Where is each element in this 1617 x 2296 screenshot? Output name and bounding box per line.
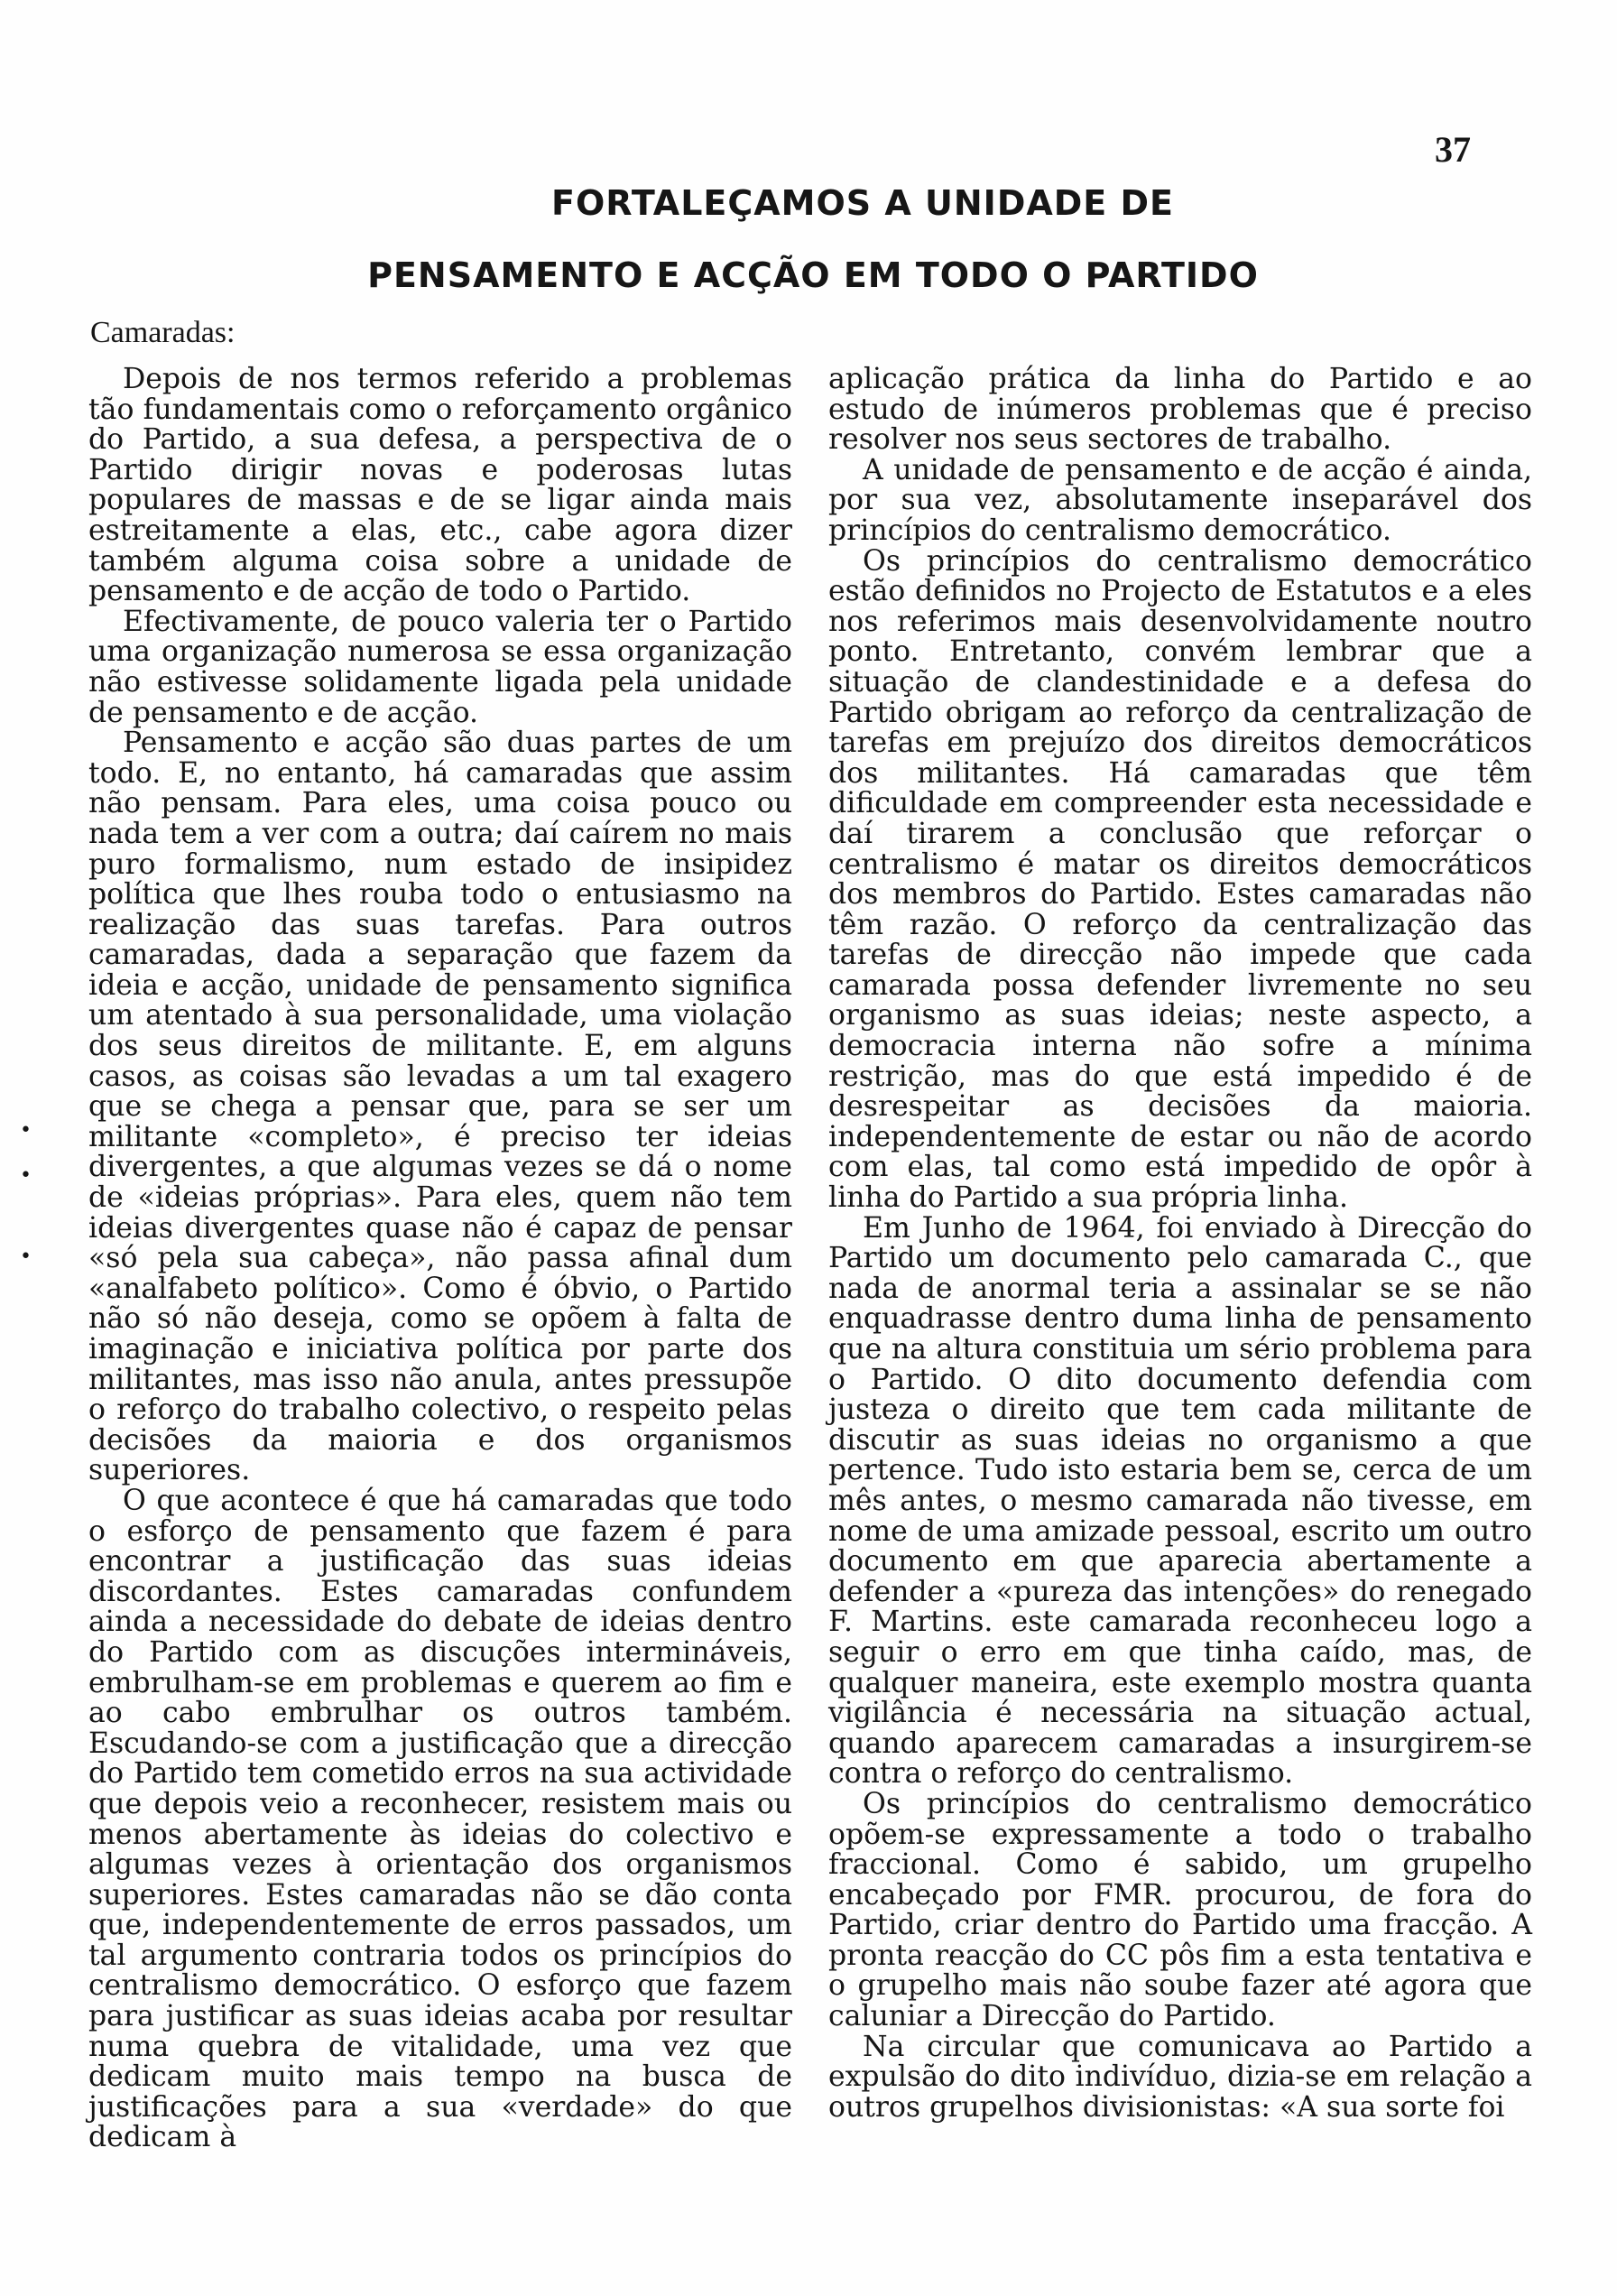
- paragraph: Em Junho de 1964, foi enviado à Direcção do Partido um documento pelo camarada C., que nada de anormal teria a assinalar se se não enquadrasse dentro duma linha de pensamento que na altura constituia um sério problema para o Partido. O dito documento defendia com justeza o direito que tem cada militante de discutir as suas ideias no organismo a que pertence. Tudo isto estaria bem se, cerca de um mês antes, o mesmo camarada não tivesse, em nome de uma amizade pessoal, escrito um outro documento em que aparecia abertamente a defender a «pureza das intenções» do renegado F. Martins. este camarada reconheceu logo a seguir o erro em que tinha caído, mas, de qualquer maneira, este exemplo mostra quanta vigilância é necessária na situação actual, quando aparecem camaradas a insurgirem-se contra o reforço do centralismo.: [828, 1211, 1532, 1791]
- paragraph: Os princípios do centralismo democrático opõem-se expressamente a todo o trabalho fraccional. Como é sabido, um grupelho encabeçado por FMR. procurou, de fora do Partido, criar dentro do Partido uma fracção. A pronta reacção do CC pôs fim a esta tentativa e o grupelho mais não soube fazer até agora que caluniar a Direcção do Partido.: [828, 1787, 1532, 2033]
- title-line-1: FORTALEÇAMOS A UNIDADE DE: [551, 183, 1174, 223]
- paragraph: Na circular que comunicava ao Partido a expulsão do dito indivíduo, dizia-se em relação a outros grupelhos divisionistas: «A sua sorte foi: [828, 2030, 1532, 2124]
- salutation: Camaradas:: [90, 316, 236, 349]
- paragraph: Efectivamente, de pouco valeria ter o Partido uma organização numerosa se essa organização não estivesse solidamente ligada pela unidade de pensamento e de acção.: [88, 605, 792, 729]
- title-line-2: PENSAMENTO E ACÇÃO EM TODO O PARTIDO: [367, 255, 1259, 295]
- margin-mark: •: [20, 1119, 32, 1142]
- paragraph: Pensamento e acção são duas partes de um todo. E, no entanto, há camaradas que assim não pensam. Para eles, uma coisa pouco ou nada tem a ver com a outra; daí caírem no mais puro formalismo, num estado de insipidez política que lhes rouba todo o entusiasmo na realização das suas tarefas. Para outros camaradas, dada a separação que fazem da ideia e acção, unidade de pensamento significa um atentado à sua personalidade, uma violação dos seus direitos de militante. E, em alguns casos, as coisas são levadas a um tal exagero que se chega a pensar que, para se ser um militante «completo», é preciso ter ideias divergentes, a que algumas vezes se dá o nome de «ideias próprias». Para eles, quem não tem ideias divergentes quase não é capaz de pensar «só pela sua cabeça», não passa afinal dum «analfabeto político». Como é óbvio, o Partido não só não deseja, como se opõem à falta de imaginação e iniciativa política por parte dos militantes, mas isso não anula, antes pressupõe o reforço do trabalho colectivo, o respeito pelas decisões da maioria e dos organismos superiores.: [88, 727, 792, 1487]
- paragraph: O que acontece é que há camaradas que todo o esforço de pensamento que fazem é para encontrar a justificação das suas ideias discordantes. Estes camaradas confundem ainda a necessidade do debate de ideias dentro do Partido com as discuções intermináveis, embrulham-se em problemas e querem ao fim e ao cabo embrulhar os outros também. Escudando-se com a justificação que a direcção do Partido tem cometido erros na sua actividade que depois veio a reconhecer, resistem mais ou menos abertamente às ideias do colectivo e algumas vezes à orientação dos organismos superiores. Estes camaradas não se dão conta que, independentemente de erros passados, um tal argumento contraria todos os princípios do centralismo democrático. O esforço que fazem para justificar as suas ideias acaba por resultar numa quebra de vitalidade, uma vez que dedicam muito mais tempo na busca de justificações para a sua «verdade» do que dedicam à: [88, 1484, 792, 2154]
- paragraph: Os princípios do centralismo democrático estão definidos no Projecto de Estatutos e a eles nos referimos mais desenvolvidamente noutro ponto. Entretanto, convém lembrar que a situação de clandestinidade e a defesa do Partido obrigam ao reforço da centralização de tarefas em prejuízo dos direitos democráticos dos militantes. Há camaradas que têm dificuldade em compreender esta necessidade e daí tirarem a conclusão que reforçar o centralismo é matar os direitos democráticos dos membros do Partido. Estes camaradas não têm razão. O reforço da centralização das tarefas de direcção não impede que cada camarada possa defender livremente no seu organismo as suas ideias; neste aspecto, a democracia interna não sofre a mínima restrição, mas do que está impedido é de desrespeitar as decisões da maioria. independentemente de estar ou não de acordo com elas, tal como está impedido de opôr à linha do Partido a sua própria linha.: [828, 544, 1532, 1215]
- left-column: [88, 365, 792, 2269]
- paragraph-continued: aplicação prática da linha do Partido e ao estudo de inúmeros problemas que é preciso resolver nos seus sectores de trabalho.: [828, 363, 1532, 457]
- page-number: 37: [1435, 129, 1471, 170]
- paragraph: A unidade de pensamento e de acção é ainda, por sua vez, absolutamente inseparável dos princípios do centralismo democrático.: [828, 453, 1532, 547]
- paragraph: Depois de nos termos referido a problemas tão fundamentais como o reforçamento orgânico do Partido, a sua defesa, a perspectiva de o Partido dirigir novas e poderosas lutas populares de massas e de se ligar ainda mais estreitamente a elas, etc., cabe agora dizer também alguma coisa sobre a unidade de pensamento e de acção de todo o Partido.: [88, 363, 792, 608]
- page-title: [0, 167, 1617, 311]
- margin-mark: •: [20, 1245, 32, 1268]
- margin-mark: •: [20, 1164, 32, 1187]
- right-column: [828, 365, 1532, 2269]
